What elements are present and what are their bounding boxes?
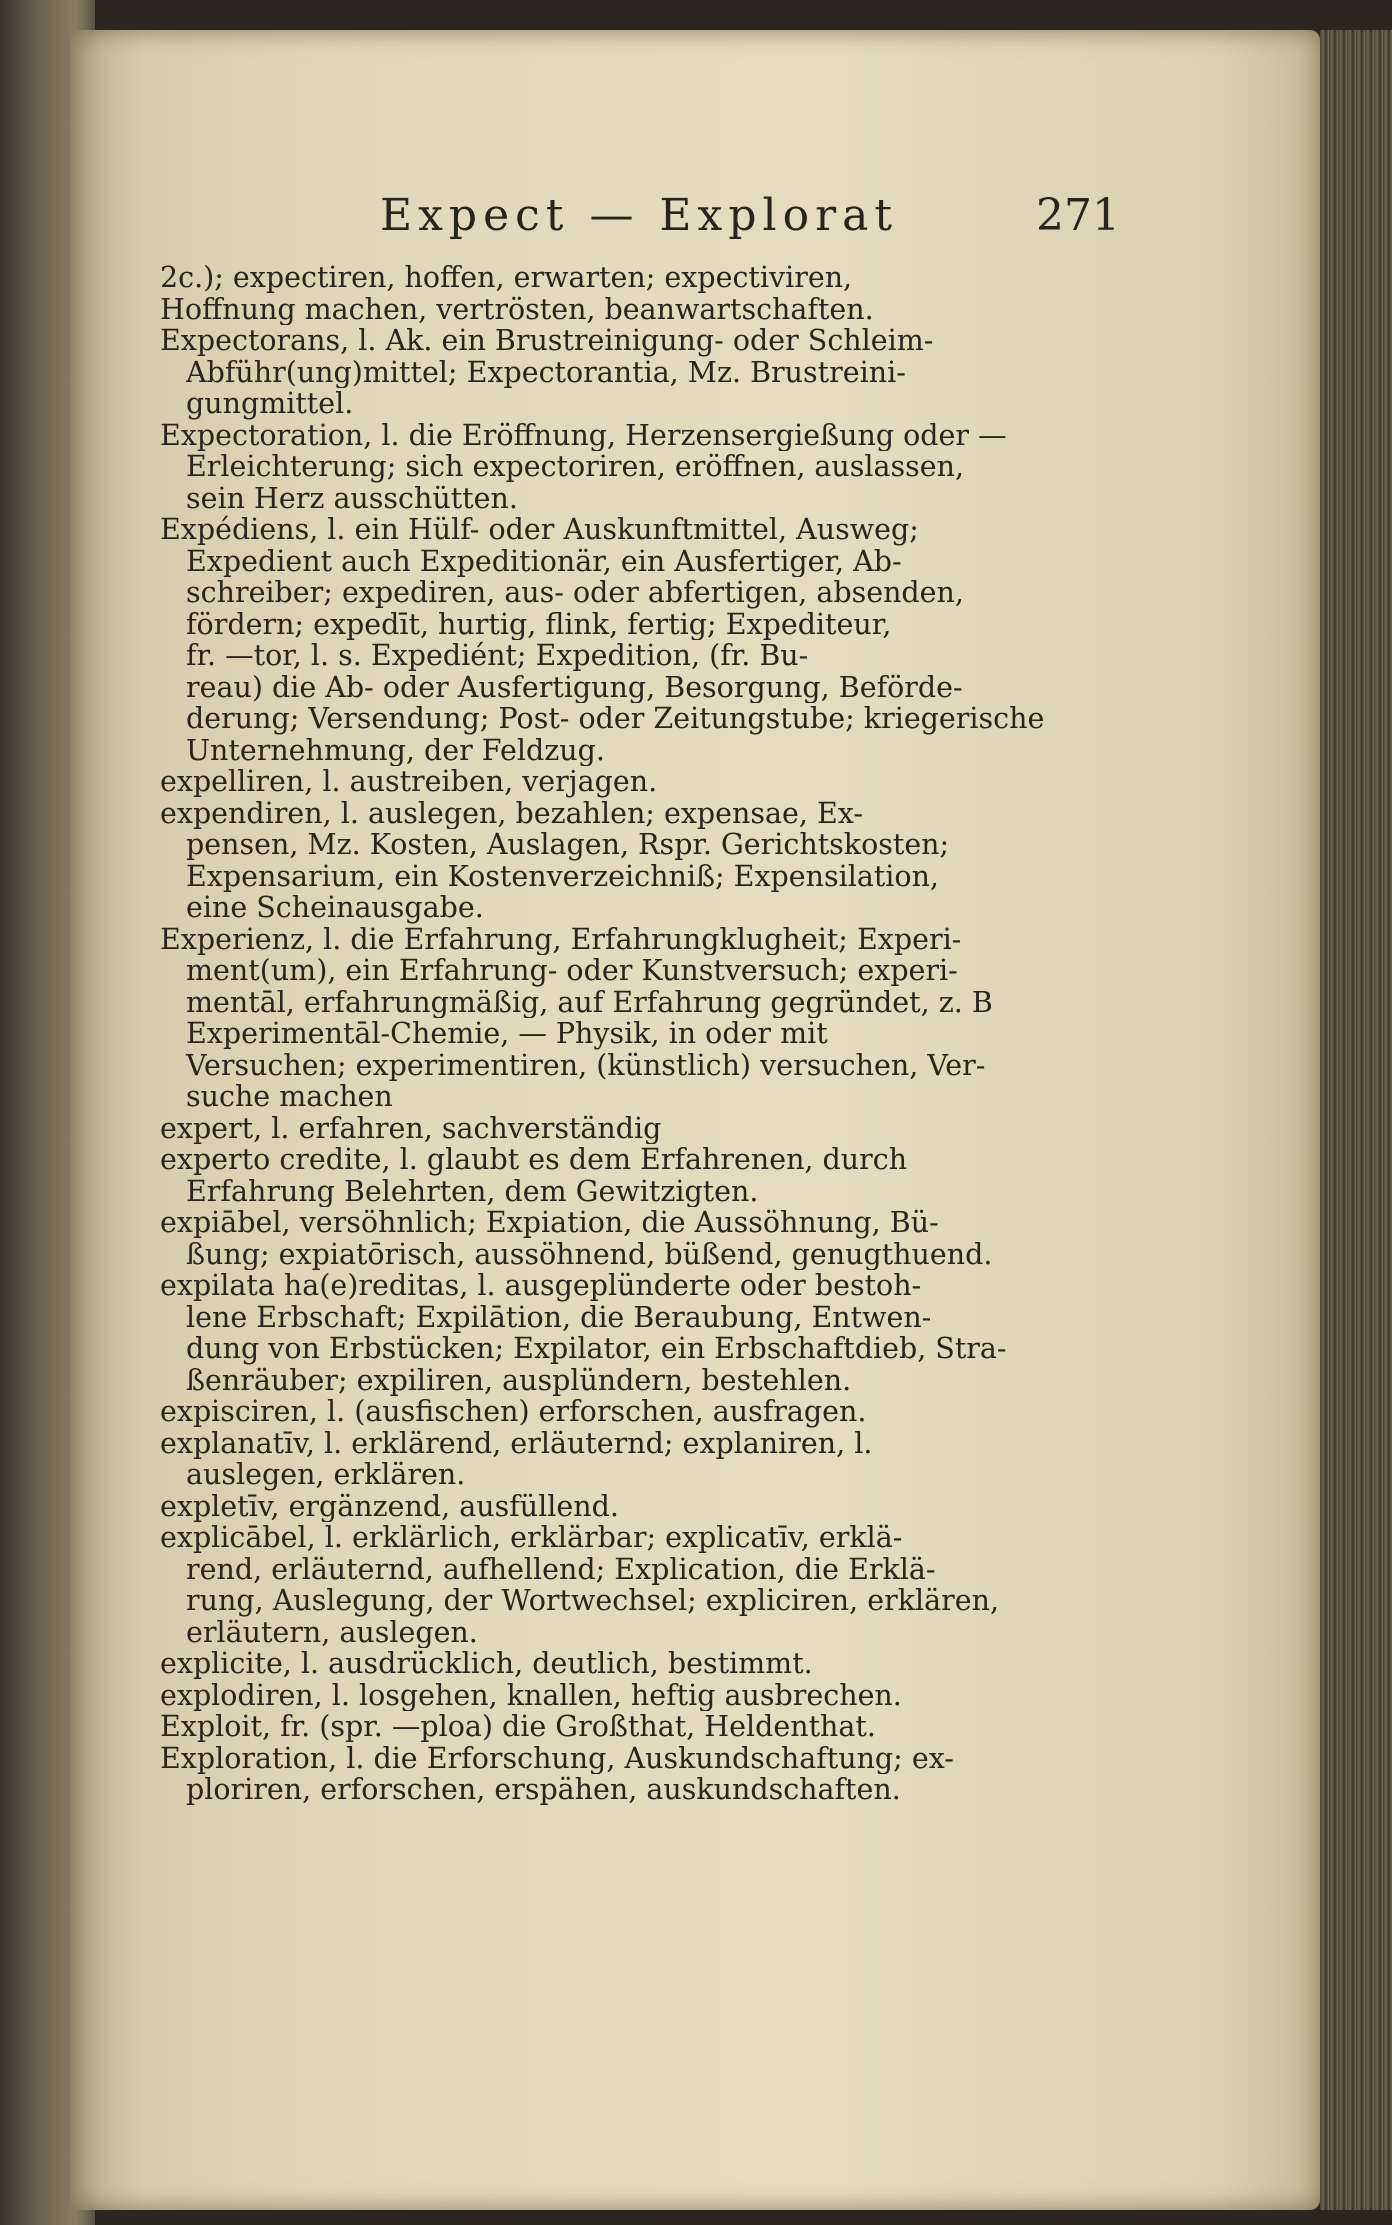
dictionary-text (160, 262, 1145, 1806)
text-line: Hoffnung machen, vertrösten, beanwartschaften. (160, 293, 874, 325)
text-line: Unternehmung, der Feldzug. (186, 734, 605, 766)
text-line: Expensarium, ein Kostenverzeichniß; Expensilation, (186, 860, 939, 892)
text-line: Exploration, l. die Erforschung, Auskundschaftung; ex- (160, 1742, 954, 1774)
text-line: Experimentāl-Chemie, — Physik, in oder mit (186, 1018, 828, 1050)
text-line: Expectorans, l. Ak. ein Brustreinigung- oder Schleim- (160, 325, 934, 357)
text-line: Expédiens, l. ein Hülf- oder Auskunftmittel, Ausweg; (160, 514, 919, 546)
text-line: ploriren, erforschen, erspähen, auskundschaften. (186, 1774, 901, 1806)
text-line: explicābel, l. erklärlich, erklärbar; explicatīv, erklä- (160, 1522, 903, 1554)
right-page-edge (1320, 30, 1392, 2210)
text-line: pensen, Mz. Kosten, Auslagen, Rspr. Gerichtskosten; (186, 829, 950, 861)
text-line: expert, l. erfahren, sachverständig (160, 1112, 662, 1144)
text-line: erläutern, auslegen. (186, 1616, 478, 1648)
text-line: explicite, l. ausdrücklich, deutlich, bestimmt. (160, 1648, 813, 1680)
text-line: expletīv, ergänzend, ausfüllend. (160, 1490, 619, 1522)
page-number: 271 (1036, 190, 1120, 241)
text-line: Erfahrung Belehrten, dem Gewitzigten. (186, 1175, 759, 1207)
text-line: fördern; expedīt, hurtig, flink, fertig; Expediteur, (186, 608, 892, 640)
text-line: reau) die Ab- oder Ausfertigung, Besorgung, Beförde- (186, 671, 963, 703)
text-line: expilata ha(e)reditas, l. ausgeplünderte oder bestoh- (160, 1270, 922, 1302)
text-line: expelliren, l. austreiben, verjagen. (160, 766, 658, 798)
text-line: dung von Erbstücken; Expilator, ein Erbschaftdieb, Stra- (186, 1333, 1007, 1365)
text-line: auslegen, erklären. (186, 1459, 466, 1491)
text-line: Versuchen; experimentiren, (künstlich) versuchen, Ver- (186, 1049, 986, 1081)
text-line: schreiber; expediren, aus- oder abfertigen, absenden, (186, 577, 964, 609)
text-line: suche machen (186, 1081, 393, 1113)
text-line: expendiren, l. auslegen, bezahlen; expensae, Ex- (160, 797, 863, 829)
text-line: explodiren, l. losgehen, knallen, heftig ausbrechen. (160, 1679, 902, 1711)
text-line: 2c.); expectiren, hoffen, erwarten; expectiviren, (160, 262, 853, 294)
text-line: expisciren, l. (ausfischen) erforschen, ausfragen. (160, 1396, 867, 1428)
text-line: derung; Versendung; Post- oder Zeitungstube; kriegerische (186, 703, 1045, 735)
text-line: Exploit, fr. (spr. —ploa) die Großthat, Heldenthat. (160, 1711, 876, 1743)
text-line: lene Erbschaft; Expilātion, die Beraubung, Entwen- (186, 1301, 932, 1333)
text-line: rend, erläuternd, aufhellend; Explication, die Erklä- (186, 1553, 936, 1585)
running-header (380, 190, 1120, 250)
text-line: eine Scheinausgabe. (186, 892, 484, 924)
text-line: mentāl, erfahrungmäßig, auf Erfahrung gegründet, z. B (186, 986, 993, 1018)
text-line: fr. —tor, l. s. Expediént; Expedition, (fr. Bu- (186, 640, 809, 672)
text-line: rung, Auslegung, der Wortwechsel; expliciren, erklären, (186, 1585, 1000, 1617)
text-line: Erleichterung; sich expectoriren, eröffnen, auslassen, (186, 451, 965, 483)
text-line: ßung; expiatōrisch, aussöhnend, büßend, genugthuend. (186, 1238, 993, 1270)
text-line: gungmittel. (186, 388, 354, 420)
text-line: Abführ(ung)mittel; Expectorantia, Mz. Brustreini- (186, 356, 906, 388)
text-line: ment(um), ein Erfahrung- oder Kunstversuch; experi- (186, 955, 958, 987)
text-line: ßenräuber; expiliren, ausplündern, bestehlen. (186, 1364, 852, 1396)
header-title: Expect — Explorat (380, 190, 899, 241)
text-line: experto credite, l. glaubt es dem Erfahrenen, durch (160, 1144, 908, 1176)
text-line: expiābel, versöhnlich; Expiation, die Aussöhnung, Bü- (160, 1207, 939, 1239)
text-line: Experienz, l. die Erfahrung, Erfahrungklugheit; Experi- (160, 923, 962, 955)
text-line: Expectoration, l. die Eröffnung, Herzensergießung oder — (160, 419, 1007, 451)
text-line: Expedient auch Expeditionär, ein Ausfertiger, Ab- (186, 545, 902, 577)
text-line: sein Herz ausschütten. (186, 482, 518, 514)
text-line: explanatīv, l. erklärend, erläuternd; explaniren, l. (160, 1427, 873, 1459)
